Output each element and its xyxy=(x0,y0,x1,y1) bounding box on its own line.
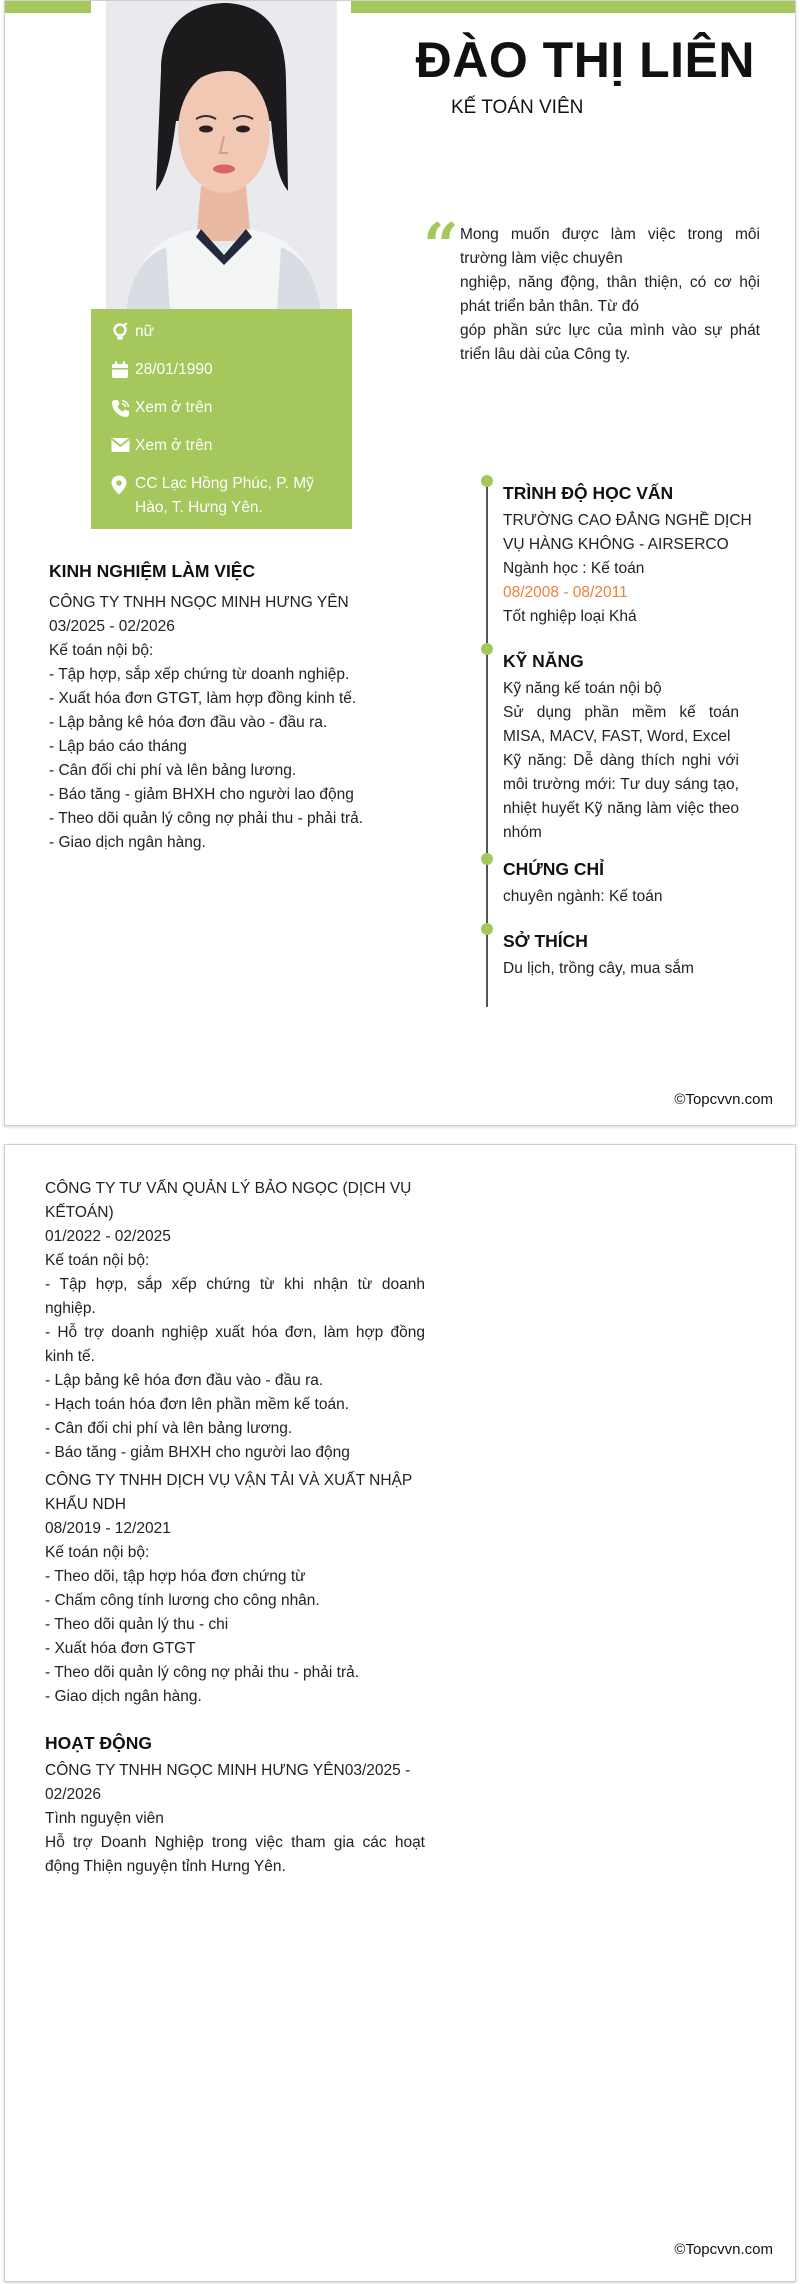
contact-address xyxy=(111,472,340,520)
timeline-dot xyxy=(481,923,493,935)
timeline-dot xyxy=(481,853,493,865)
objective-line: Mong muốn được làm việc trong môi trường làm việc chuyên xyxy=(460,226,760,267)
education-school: TRƯỜNG CAO ĐẲNG NGHỀ DỊCH VỤ HÀNG KHÔNG - AIRSERCO xyxy=(503,512,752,553)
job-task: - Hạch toán hóa đơn lên phần mềm kế toán. xyxy=(45,1396,349,1413)
education-heading: TRÌNH ĐỘ HỌC VẤN xyxy=(503,483,674,503)
activity-org: CÔNG TY TNHH NGỌC MINH HƯNG YÊN03/2025 - 02/2026 xyxy=(45,1762,411,1803)
candidate-name: ĐÀO THỊ LIÊN xyxy=(415,32,755,88)
timeline-dot xyxy=(481,643,493,655)
email-icon xyxy=(111,434,135,458)
job-task: - Lập báo cáo tháng xyxy=(49,738,187,755)
gender-icon xyxy=(111,320,135,344)
footer-brand: ©Topcvvn.com xyxy=(674,1091,773,1108)
timeline-dot xyxy=(481,475,493,487)
job-task: - Theo dõi quản lý công nợ phải thu - phải trả. xyxy=(49,810,364,827)
accent-bar-right xyxy=(351,1,796,13)
job-task: - Hỗ trợ doanh nghiệp xuất hóa đơn, làm hợp đồng kinh tế. xyxy=(45,1324,425,1365)
job-task: - Giao dịch ngân hàng. xyxy=(45,1688,202,1705)
activity-role: Tình nguyện viên xyxy=(45,1810,164,1827)
job-task: - Tập hợp, sắp xếp chứng từ khi nhận từ doanh nghiệp. xyxy=(45,1276,425,1317)
skill-item: Sử dụng phần mềm kế toán MISA, MACV, FAST, Word, Excel xyxy=(503,704,739,745)
job-role: Kế toán nội bộ: xyxy=(45,1252,150,1269)
portrait-illustration xyxy=(106,1,337,311)
job-task: - Giao dịch ngân hàng. xyxy=(49,834,206,851)
education-result: Tốt nghiệp loại Khá xyxy=(503,608,637,625)
phone-icon xyxy=(111,396,135,420)
calendar-icon xyxy=(111,358,135,382)
cv-page-2 xyxy=(4,1144,796,2282)
skills-heading: KỸ NĂNG xyxy=(503,651,584,671)
job-task: - Theo dõi, tập hợp hóa đơn chứng từ xyxy=(45,1568,306,1585)
job-task: - Lập bảng kê hóa đơn đầu vào - đầu ra. xyxy=(49,714,328,731)
career-objective xyxy=(460,223,760,367)
job-task: - Theo dõi quản lý thu - chi xyxy=(45,1616,229,1633)
cv-page-1 xyxy=(4,0,796,1126)
activities-heading: HOẠT ĐỘNG xyxy=(45,1733,152,1753)
objective-line: nghiệp, năng động, thân thiện, có cơ hội phát triển bản thân. Từ đó xyxy=(460,274,760,315)
profile-photo xyxy=(106,1,337,311)
address-value: CC Lạc Hồng Phúc, P. Mỹ Hào, T. Hưng Yên. xyxy=(135,475,314,516)
hobbies-heading: SỞ THÍCH xyxy=(503,931,588,951)
email-value: Xem ở trên xyxy=(135,437,213,454)
contact-gender xyxy=(111,320,340,344)
job-task: - Chấm công tính lương cho công nhân. xyxy=(45,1592,320,1609)
accent-bar-left xyxy=(5,1,91,13)
job-role: Kế toán nội bộ: xyxy=(45,1544,150,1561)
job-task: - Cân đối chi phí và lên bảng lương. xyxy=(49,762,297,779)
contact-phone xyxy=(111,396,340,420)
objective-line: góp phần sức lực của mình vào sự phát triển lâu dài của Công ty. xyxy=(460,322,760,363)
job-task: - Báo tăng - giảm BHXH cho người lao động xyxy=(45,1444,350,1461)
job-task: - Theo dõi quản lý công nợ phải thu - phải trả. xyxy=(45,1664,360,1681)
birthday-value: 28/01/1990 xyxy=(135,361,213,378)
contact-birthday xyxy=(111,358,340,382)
education-period: 08/2008 - 08/2011 xyxy=(503,584,628,601)
job-task: - Cân đối chi phí và lên bảng lương. xyxy=(45,1420,293,1437)
education-major: Ngành học : Kế toán xyxy=(503,560,645,577)
skill-item: Kỹ năng: Dễ dàng thích nghi với môi trường mới: Tư duy sáng tạo, nhiệt huyết Kỹ năng làm việc theo nhóm xyxy=(503,752,739,841)
job-task: - Báo tăng - giảm BHXH cho người lao động xyxy=(49,786,354,803)
certificates-heading: CHỨNG CHỈ xyxy=(503,859,605,879)
job-task: - Tập hợp, sắp xếp chứng từ doanh nghiệp. xyxy=(49,666,350,683)
candidate-title: KẾ TOÁN VIÊN xyxy=(451,97,584,118)
activity-desc: Hỗ trợ Doanh Nghiệp trong việc tham gia các hoạt động Thiện nguyện tỉnh Hưng Yên. xyxy=(45,1834,425,1875)
hobby-item: Du lịch, trồng cây, mua sắm xyxy=(503,960,694,977)
job-period: 03/2025 - 02/2026 xyxy=(49,618,175,635)
contact-email xyxy=(111,434,340,458)
location-icon xyxy=(111,472,135,496)
job-period: 08/2019 - 12/2021 xyxy=(45,1520,171,1537)
phone-value: Xem ở trên xyxy=(135,399,213,416)
job-period: 01/2022 - 02/2025 xyxy=(45,1228,171,1245)
job-company: CÔNG TY TNHH NGỌC MINH HƯNG YÊN xyxy=(49,594,349,611)
certificate-item: chuyên ngành: Kế toán xyxy=(503,888,663,905)
quote-icon: “ xyxy=(423,209,459,282)
job-role: Kế toán nội bộ: xyxy=(49,642,154,659)
skill-item: Kỹ năng kế toán nội bộ xyxy=(503,680,662,697)
job-company: CÔNG TY TNHH DỊCH VỤ VẬN TẢI VÀ XUẤT NHẬP KHẨU NDH xyxy=(45,1472,412,1513)
job-task: - Lập bảng kê hóa đơn đầu vào - đầu ra. xyxy=(45,1372,324,1389)
experience-heading: KINH NGHIỆM LÀM VIỆC xyxy=(49,561,256,581)
footer-brand: ©Topcvvn.com xyxy=(674,2241,773,2258)
gender-value: nữ xyxy=(135,323,154,340)
job-task: - Xuất hóa đơn GTGT xyxy=(45,1640,196,1657)
job-company: CÔNG TY TƯ VẤN QUẢN LÝ BẢO NGỌC (DỊCH VỤ KẾTOÁN) xyxy=(45,1180,412,1221)
contact-panel xyxy=(91,309,352,529)
job-task: - Xuất hóa đơn GTGT, làm hợp đồng kinh tế. xyxy=(49,690,357,707)
